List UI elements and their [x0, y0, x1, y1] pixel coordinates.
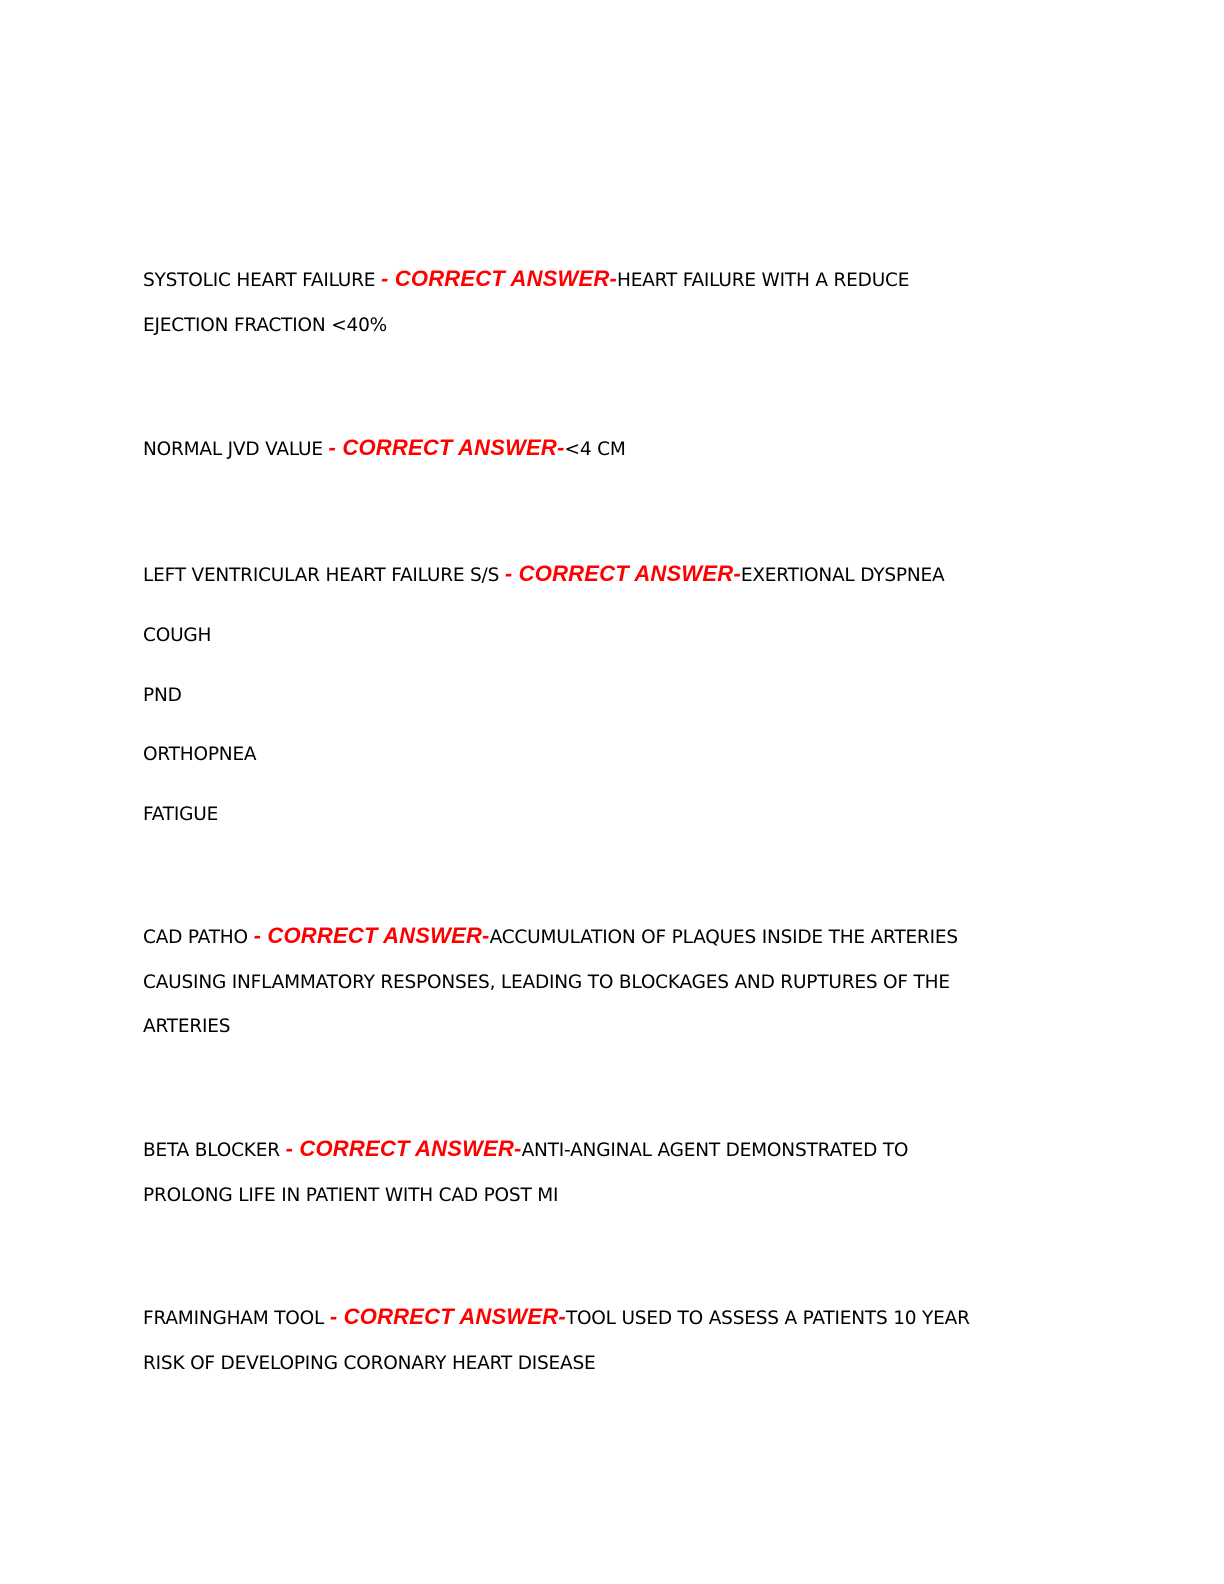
correct-answer-marker: - CORRECT ANSWER-: [329, 1304, 566, 1329]
entry-3-answer-line-3: PND: [143, 685, 182, 706]
correct-answer-marker: - CORRECT ANSWER-: [253, 923, 490, 948]
entry-5-answer-line-1: ANTI-ANGINAL AGENT DEMONSTRATED TO: [521, 1140, 909, 1161]
entry-3-answer-line-2: COUGH: [143, 625, 212, 646]
entry-3-answer-line-5: FATIGUE: [143, 804, 219, 825]
entry-2-first-line: [143, 436, 626, 462]
entry-4-answer-line-1: ACCUMULATION OF PLAQUES INSIDE THE ARTERIES: [489, 927, 958, 948]
entry-6-answer-line-2: RISK OF DEVELOPING CORONARY HEART DISEASE: [143, 1353, 596, 1374]
entry-1-term: SYSTOLIC HEART FAILURE: [143, 270, 376, 291]
entry-1-first-line: [143, 267, 909, 293]
entry-3-term: LEFT VENTRICULAR HEART FAILURE S/S: [143, 565, 500, 586]
entry-6-answer-line-1: TOOL USED TO ASSESS A PATIENTS 10 YEAR: [565, 1308, 970, 1329]
correct-answer-marker: - CORRECT ANSWER-: [285, 1136, 522, 1161]
correct-answer-marker: - CORRECT ANSWER-: [380, 266, 617, 291]
entry-4-answer-line-3: ARTERIES: [143, 1016, 231, 1037]
entry-6-term: FRAMINGHAM TOOL: [143, 1308, 325, 1329]
entry-1-answer-line-1: HEART FAILURE WITH A REDUCE: [616, 270, 910, 291]
entry-4-first-line: [143, 924, 958, 950]
entry-1-answer-line-2: EJECTION FRACTION <40%: [143, 315, 388, 336]
entry-5-first-line: [143, 1137, 908, 1163]
entry-2-answer-line-1: <4 CM: [564, 439, 626, 460]
entry-4-term: CAD PATHO: [143, 927, 248, 948]
correct-answer-marker: - CORRECT ANSWER-: [328, 435, 565, 460]
entry-3-answer-line-4: ORTHOPNEA: [143, 744, 257, 765]
entry-6-first-line: [143, 1305, 970, 1331]
entry-3-first-line: [143, 562, 944, 588]
entry-2-term: NORMAL JVD VALUE: [143, 439, 323, 460]
entry-5-term: BETA BLOCKER: [143, 1140, 280, 1161]
entry-3-answer-line-1: EXERTIONAL DYSPNEA: [740, 565, 945, 586]
entry-4-answer-line-2: CAUSING INFLAMMATORY RESPONSES, LEADING TO BLOCKAGES AND RUPTURES OF THE: [143, 972, 950, 993]
entry-5-answer-line-2: PROLONG LIFE IN PATIENT WITH CAD POST MI: [143, 1185, 559, 1206]
correct-answer-marker: - CORRECT ANSWER-: [504, 561, 741, 586]
